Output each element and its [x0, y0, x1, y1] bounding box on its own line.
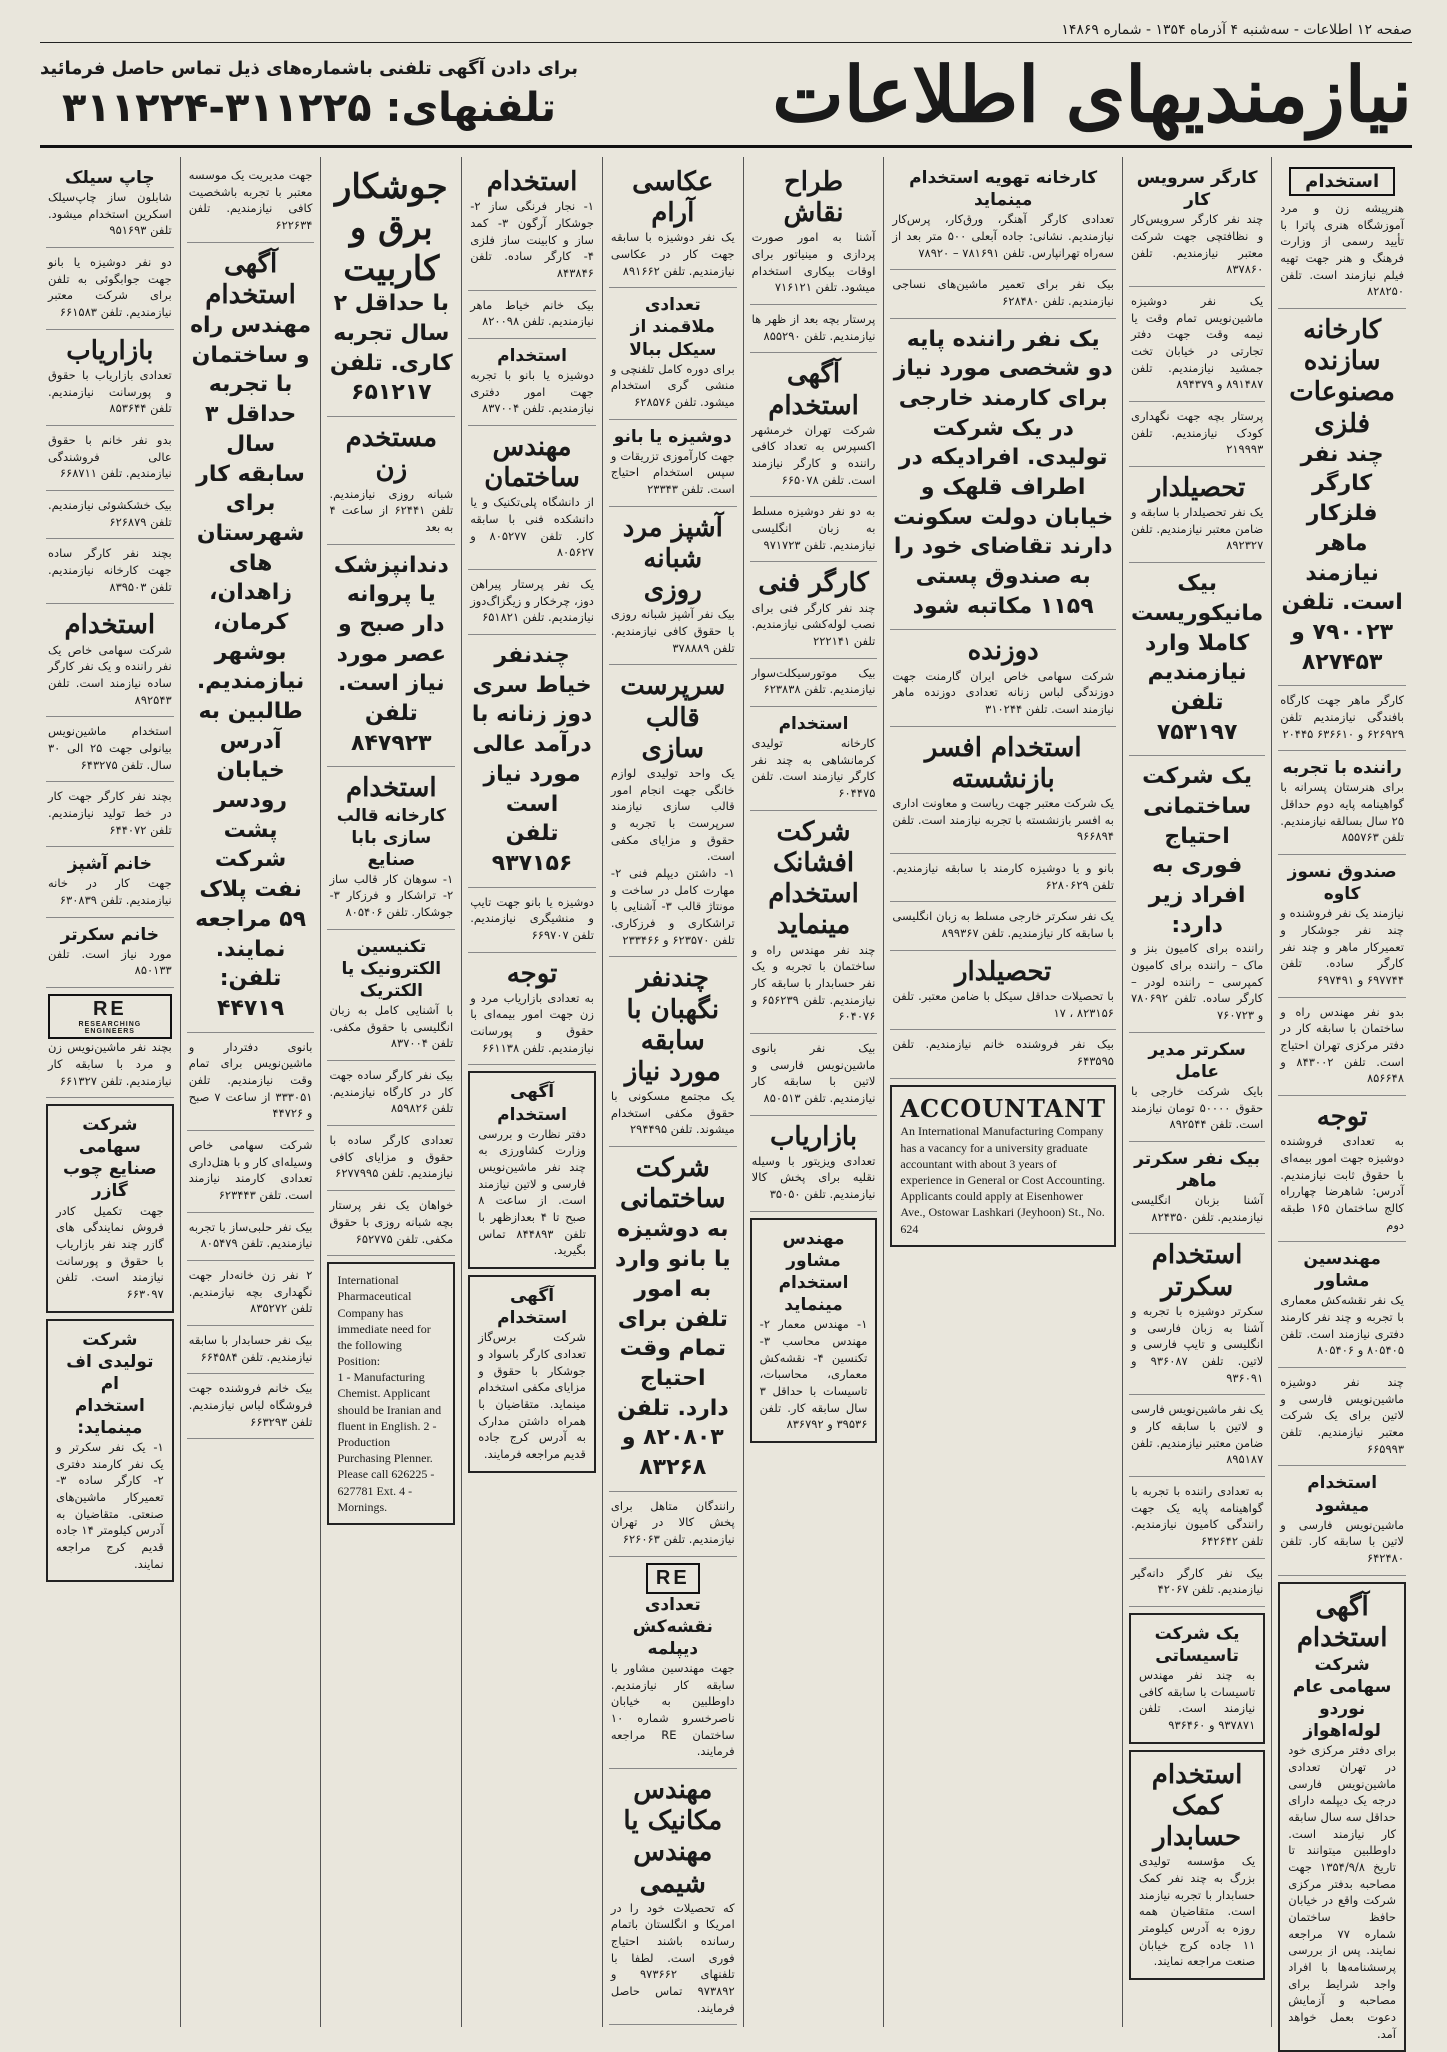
ad-title: آگهی استخدام [768, 359, 859, 421]
ad-text: یک نفر راننده پایه دو شخصی مورد نیاز برای کارمند خارجی در یک شرکت تولیدی. افرادیکه در اطراف قلهک و خیابان دولت سکونت دارند تقاضای خود را به صندوق پستی ۱۱۵۹ مکاتبه شود [893, 326, 1114, 619]
ad-text: ۱- داشتن دیپلم فنی ۲- مهارت کامل در ساخت و مونتاژ قالب ۳- آشنایی با تراشکاری و فرزکاری. تلفن ۶۲۳۵۷۰ و ۲۳۳۴۶۶ [610, 865, 735, 947]
ad-text: بچند نفر کارگر ساده جهت کارخانه نیازمندیم. تلفن ۸۳۹۵۰۳ [47, 546, 172, 594]
ad-text: بیک نفر برای تعمیر ماشین‌های نساجی نیازمندیم. تلفن ۶۲۸۴۸۰ [892, 277, 1114, 308]
ad-text: به تعدادی بازاریاب مرد و زن جهت امور بیمه‌ای با حقوق و پورسانت نیازمندیم. تلفن ۶۶۱۱۳۸ [470, 990, 594, 1055]
ad-text: بدو نفر خانم با حقوق عالی فروشندگی نیازمندیم. تلفن ۶۶۸۷۱۱ [47, 433, 172, 481]
masthead-phones: تلفنهای: ۳۱۱۲۲۵-۳۱۱۲۲۴ [61, 84, 556, 131]
ad-text: مهندس راه و ساختمان با تجربه حداقل ۳ سال سابقه کار برای شهرستان های زاهدان، کرمان، بوشهر نیازمندیم. طالبین به آدرس خیابان رودسر پشت شرکت نفت پلاک ۵۹ مراجعه نمایند. تلفن: [190, 313, 312, 992]
ad-text: هنرپیشه زن و مرد آموزشگاه هنری پاترا با تأیید رسمی از وزارت فرهنگ و هنر جهت تهیه فیلم نیازمند است. تلفن ۸۲۸۲۵۰ [1280, 201, 1404, 299]
ad-title: شرکت افشانک استخدام مینماید [768, 816, 859, 941]
ad-text: بیک خانم فروشنده جهت فروشگاه لباس نیازمندیم. تلفن ۶۶۳۲۹۳ [188, 1381, 313, 1429]
ad-text: یک نفر نقشه‌کش معماری با تجربه و چند نفر کارمند دفتری نیازمند است. تلفن ۸۰۵۴۰۵ و ۸۰۵۴۰۶ [1280, 1293, 1404, 1358]
ad-text: ماشین‌نویس فارسی و لاتین با سابقه کار. تلفن ۶۴۲۴۸۰ [1280, 1517, 1404, 1565]
ad-title: کارگر فنی [758, 568, 869, 599]
column-2 [1122, 157, 1271, 2027]
ad-title: جوشکار برق و کاربیت [335, 167, 448, 289]
ad-text: چند نفر کارگر سرویس‌کار و نظافتچی جهت شرکت معتبر نیازمندیم. تلفن ۸۳۷۸۶۰ [1130, 212, 1264, 277]
ad-title: تحصیلدار [1148, 472, 1246, 503]
ad-title: آگهی استخدام [1296, 1591, 1388, 1653]
ad-title: دوزنده [967, 636, 1039, 667]
ad-title: خانم سکرتر [60, 924, 160, 945]
ad-text: آشنا بزبان انگلیسی نیازمندیم. تلفن ۸۲۴۳۵۰ [1130, 1193, 1264, 1224]
ad-text: یک واحد تولیدی لوازم خانگی جهت انجام امور قالب سازی نیازمند سرپرست با تجربه و حقوق و مزایای مکفی است. [610, 765, 735, 864]
ad-text: شابلون ساز چاپ‌سیلک اسکرین استخدام میشود. تلفن ۹۵۱۶۹۳ [47, 190, 172, 238]
ad-title: استخدام سکرتر [1151, 1240, 1243, 1302]
ad-phone: تلفن ۷۵۳۱۹۷ [1156, 689, 1238, 745]
ad-text: چند نفر کارگر فنی برای نصب لوله‌کشی نیازمندیم. تلفن ۲۲۲۱۴۱ [751, 600, 876, 649]
page-info: صفحه ۱۲ اطلاعات - سه‌شنبه ۴ آذرماه ۱۳۵۴ - شماره ۱۴۸۶۹ [1061, 22, 1412, 38]
ad-title: کارخانه سازنده مصنوعات فلزی [1289, 315, 1395, 439]
boxed-ad [468, 1275, 596, 1473]
ad-subtitle: شرکت سهامی عام نوردو لوله‌اهواز [1292, 1655, 1392, 1742]
section-tag: استخدام [1289, 167, 1395, 196]
ad-title: مهندس مشاور استخدام مینماید [778, 1228, 849, 1316]
ad-text: ۱- یک نفر سکرتر و یک نفر کارمند دفتری ۲- کارگر ساده ۳- تعمیرکار ماشین‌های صنعتی. متقاضیان به آدرس کیلومتر ۱۴ جاده قدیم کرج مراجعه نمایند. [55, 1440, 164, 1571]
ad-text: بانوی دفتردار و ماشین‌نویس برای تمام وقت نیازمندیم. تلفن ۳۳۳۰۵۱ از ساعت ۷ صبح و ۴۴۷۲۶ [188, 1039, 313, 1121]
ad-text: آشنا به امور صورت پردازی و مینیاتور برای اوقات بیکاری استخدام میشود. تلفن ۷۱۶۱۲۱ [751, 230, 876, 295]
ad-text: بیک نفر فروشنده خانم نیازمندیم. تلفن ۶۴۳۵۹۵ [892, 1037, 1114, 1068]
ad-subtitle: کارخانه قالب سازی بابا صنایع [336, 805, 446, 870]
ad-text: یک شرکت معتبر جهت ریاست و معاونت اداری به افسر بازنشسته با تجربه نیازمند است. تلفن ۹۶۶۸۹۴ [892, 796, 1114, 844]
ad-title: توجه [506, 958, 558, 989]
ad-text: شرکت سهامی خاص وسیله‌ای کار و با هتل‌داری تعدادی کارمند نیازمند است. تلفن ۶۲۳۴۴۳ [188, 1137, 313, 1202]
english-ad-pharma [327, 1262, 455, 1525]
ad-text: با آشنایی کامل به زبان انگلیسی با حقوق مکفی. تلفن ۸۳۷۰۰۴ [329, 1003, 454, 1051]
ad-text: به دو نفر دوشیزه مسلط به زبان انگلیسی نیازمندیم. تلفن ۹۷۱۷۲۳ [751, 504, 876, 552]
ad-text: یک نفر سکرتر خارجی مسلط به زبان انگلیسی با سابقه کار نیازمندیم. تلفن ۸۹۹۳۶۷ [892, 909, 1114, 941]
ad-text: بایک شرکت خارجی با حقوق ۵۰۰۰۰ تومان نیازمند است. تلفن ۸۹۲۵۴۴ [1130, 1083, 1264, 1132]
ad-text: پرستار بچه بعد از ظهر ها نیازمندیم. تلفن ۸۵۵۲۹۰ [751, 312, 876, 343]
ad-title: چندنفر خیاط سری دوز زنانه با درآمد عالی مورد نیاز است [471, 643, 593, 817]
ad-title: استخدام [486, 167, 578, 197]
ad-text: جهت کار در خانه نیازمندیم. تلفن ۶۳۰۸۳۹ [47, 876, 172, 908]
ad-text: بچند نفر ماشین‌نویس زن و مرد با سابقه کار نیازمندیم. تلفن ۶۶۱۳۲۷ [47, 1040, 172, 1088]
page-info-line [40, 22, 1412, 43]
ad-text: مورد نیاز است. تلفن ۸۵۰۱۳۳ [47, 946, 172, 978]
ad-text: پرستار بچه جهت نگهداری کودک نیازمندیم. تلفن ۲۱۹۹۹۳ [1130, 408, 1264, 457]
ad-title: آگهی استخدام [497, 1082, 567, 1125]
ad-text: برای دفتر مرکزی خود در تهران تعدادی ماشین‌نویس فارسی درجه یک دیپلمه دارای حداقل سه سال سابقه کار نیازمند است. داوطلبین میتوانند تا تاریخ ۱۳۵۴/۹/۸ جهت مصاحبه بدفتر مرکزی شرکت واقع در خیابان حافظ ساختمان شماره ۷۷ مراجعه نمایند. پس از بررسی پرسشنامه‌ها با افراد واجد شرایط برای مصاحبه و آزمایش دعوت بعمل خواهد آمد. [1288, 1743, 1396, 2041]
ad-text: 1 - Manufacturing Chemist. Applicant should be Iranian and fluent in English. 2 - Production Purchasing Plenner. [337, 1370, 442, 1466]
ad-text: به تعدادی فروشنده دوشیزه جهت امور بیمه‌ای با حقوق ثابت نیازمندیم. آدرس: شاهرضا چهارراه کالج ساختمان ۱۶۵ طبقه دوم [1280, 1134, 1404, 1232]
ad-text: تعدادی بازاریاب با حقوق و پورسانت نیازمندیم. تلفن ۸۵۳۶۴۴ [47, 367, 172, 416]
ad-text: چند نفر دوشیزه ماشین‌نویس فارسی و لاتین برای یک شرکت معتبر نیازمندیم. تلفن ۶۶۵۹۹۳ [1280, 1375, 1404, 1456]
newspaper-page [40, 22, 1412, 2041]
ad-text: کارخانه تولیدی کرمانشاهی به چند نفر کارگر نیازمند است. تلفن ۶۰۴۴۷۵ [751, 736, 876, 801]
ad-title: شرکت تولیدی اف ام [66, 1329, 154, 1394]
boxed-ad [46, 1104, 174, 1312]
ad-text: نیازمند یک نفر فروشنده و چند نفر جوشکار و تعمیرکار ماهر و چند نفر کارگر ساده. تلفن ۶۹۷۷۴۴ و ۶۹۷۴۹۱ [1280, 906, 1404, 987]
ad-title: استخدام میشود [1307, 1473, 1378, 1516]
column-8 [180, 157, 321, 2027]
ad-title: شرکت سهامی صنایع چوب گازر [63, 1115, 157, 1202]
ad-title: بیک نفر سکرتر ماهر [1134, 1148, 1261, 1192]
ad-phone: ۶۵۱۲۱۷ [351, 380, 432, 406]
ad-text: شرکت سهامی خاص ایران گارمنت جهت دوزندگی لباس زنانه تعدادی دوزنده ماهر نیازمند است. تلفن ۳۱۰۲۴۴ [892, 668, 1114, 716]
ad-title: استخدام افسر بازنشسته [924, 732, 1082, 794]
boxed-ad [1129, 1613, 1265, 1744]
re-logo-ad [609, 1557, 737, 1769]
ad-text: ۱- نجار فرنگی ساز ۲- جوشکار آرگون ۳- کمد ساز و کابینت ساز فلزی ۴- کارگر ساده. تلفن ۸۴۳۸۴۶ [470, 199, 594, 280]
ad-title: عکاسی آرام [632, 167, 714, 229]
ad-title: شرکت ساختمانی [620, 1153, 726, 1215]
ad-text: دو نفر دوشیزه یا بانو جهت جوابگوئی به تلفن برای شرکت معتبر نیازمندیم. تلفن ۶۶۱۵۸۳ [47, 255, 172, 320]
ad-text: یک مؤسسه تولیدی بزرگ به چند نفر کمک حسابدار با تجربه نیازمند است. متقاضیان همه روزه به آدرس کیلومتر ۱۱ جاده کرج خیابان صنعت مراجعه نمایند. [1138, 1854, 1256, 1969]
ad-title: مستخدم زن [345, 423, 438, 485]
ad-phone: تلفن ۹۳۷۱۵۶ [491, 821, 573, 876]
boxed-ad [46, 1319, 174, 1583]
column-3 [883, 157, 1122, 2027]
masthead [40, 43, 1412, 148]
ad-title: تعدادی ملاقمند از سیکل ببالا [629, 295, 717, 360]
ad-title: بیک مانیکوریست کاملا وارد نیازمندیم [1130, 571, 1264, 686]
ad-text: برای هنرستان پسرانه با گواهینامه پایه دوم حداقل ۲۵ سال بسالقه نیازمندیم. تلفن ۸۵۵۷۶۳ [1280, 780, 1404, 845]
ad-title: راننده با تجربه [1282, 758, 1402, 779]
ad-title: استخدام [778, 714, 849, 735]
ad-title: استخدام [64, 610, 156, 641]
ad-text: تعدادی کارگر آهنگر، ورق‌کار، پرس‌کار نیازمندیم. نشانی: جاده آبعلی ۵۰۰ متر بعد از سه‌راه تهرانپارس. تلفن ۷۸۱۶۹۱ – ۷۸۹۲۰ [892, 212, 1114, 260]
ad-text: که تحصیلات خود را در امریکا و انگلستان باتمام رسانده باشند احتیاج فوری است. لطفا با تلفنهای ۹۷۳۶۶۲ و ۹۷۳۸۹۲ تماس حاصل فرمایند. [610, 1900, 735, 2015]
ad-text: بیک نفر کارگر دانه‌گیر نیازمندیم. تلفن ۴۲۰۶۷ [1130, 1565, 1264, 1597]
ad-text: برای دوره کامل تلفنچی و منشی گری استخدام میشود. تلفن ۶۲۸۵۷۶ [610, 361, 735, 410]
column-6 [461, 157, 602, 2027]
ad-text: رانندگان متاهل برای پخش کالا در تهران نیازمندیم. تلفن ۶۲۶۰۶۳ [610, 1498, 735, 1546]
ad-text: بدو نفر مهندس راه و ساختمان با سابقه کار در دفتر مرکزی تهران احتیاج است. تلفن ۸۴۳۰۰۲ و ۸۵۶۶۴۸ [1280, 1004, 1404, 1086]
ad-title: آگهی استخدام [205, 248, 296, 310]
ad-title: مهندسین مشاور [1303, 1249, 1381, 1292]
ad-text: دوشیزه یا بانو با تجربه جهت امور دفتری نیازمندیم. تلفن ۸۳۷۰۰۴ [470, 367, 594, 416]
column-5 [602, 157, 743, 2027]
ad-title: چاپ سیلک [65, 168, 155, 188]
ad-text: شبانه روزی نیازمندیم. تلفن ۶۲۴۴۱ از ساعت ۴ به بعد [329, 486, 454, 534]
ad-text: یک نفر پرستار پیراهن دوز، چرخکار و زیگزاگ‌دوز نیازمندیم. تلفن ۶۵۱۸۲۱ [470, 577, 594, 625]
ad-text: یک نفر دوشیزه با سابقه جهت کار در عکاسی نیازمندیم. تلفن ۸۹۱۶۶۲ [610, 230, 735, 278]
ad-text: به تعدادی راننده با تجربه با گواهینامه پایه یک جهت رانندگی کامیون نیازمندیم. تلفن ۶۴۲۶۴۲ [1130, 1483, 1264, 1548]
ad-title: تحصیلدار [954, 956, 1052, 987]
ad-text: ۲ نفر زن خانه‌دار جهت نگهداری بچه نیازمندیم. تلفن ۸۳۵۲۷۲ [188, 1267, 313, 1316]
ad-text: بیک نفر حسابدار با سابقه نیازمندیم. تلفن ۶۶۴۵۸۴ [188, 1332, 313, 1364]
re-logo: RE [646, 1563, 700, 1594]
ad-title: بازاریاب [66, 335, 154, 366]
ad-text: جهت مهندسین مشاور با سابقه کار نیازمندیم. داوطلبین به خیابان ناصرخسرو شماره ۱۰ ساختمان RE مراجعه فرمایند. [610, 1660, 735, 1759]
re-logo-sub: RESEARCHING ENGINEERS [78, 1021, 142, 1036]
ad-text: شرکت سهامی خاص یک نفر راننده و یک نفر کارگر ساده نیازمند است. تلفن ۸۹۲۵۴۳ [47, 642, 172, 707]
ad-title: بازاریاب [769, 1121, 858, 1152]
ad-title: سرپرست قالب سازی [620, 671, 726, 764]
ad-text: بیک موتورسیکلت‌سوار نیازمندیم. تلفن ۶۲۳۸۳۸ [751, 665, 876, 697]
re-logo [48, 994, 172, 1039]
ad-title: ACCOUNTANT [900, 1093, 1106, 1123]
ad-title: یک شرکت تاسیساتی [1154, 1623, 1240, 1667]
ad-text: با تحصیلات حداقل سیکل با ضامن معتبر. تلفن ۸۲۳۱۵۶ ، ۱۷ [892, 988, 1114, 1020]
newspaper-title: نیازمندیهای اطلاعات [772, 49, 1412, 139]
ad-title: تعدادی نقشه‌کش دیپلمه [632, 1594, 713, 1659]
column-4 [743, 157, 884, 2027]
ad-title: طراح نقاش [783, 167, 844, 229]
ad-text: ۱- مهندس معمار ۲- مهندس محاسب ۳- تکنسین ۴- نقشه‌کش معماری، محاسبات، تاسیسات با حداقل ۳ سال سابقه کار. تلفن ۳۹۵۳۶ و ۸۳۶۷۹۲ [759, 1317, 868, 1432]
ad-title: سکرتر مدیر عامل [1148, 1039, 1246, 1082]
ad-subtitle: استخدام مینماید: [74, 1395, 145, 1438]
ad-title: صندوق نسوز کاوه [1287, 862, 1397, 905]
ad-text: به دوشیزه یا بانو وارد به امور تلفن برای تمام وقت احتیاج دارد. تلفن ۸۲۰۸۰۳ و ۸۳۲۶۸ [614, 1217, 731, 1480]
ad-title: یک شرکت ساختمانی احتیاج فوری به افراد زیر دارد: [1142, 764, 1253, 938]
ad-title: استخدام کمک حسابدار [1151, 1759, 1243, 1853]
ad-title: استخدام [346, 773, 437, 804]
ad-text: بیک نفر حلبی‌ساز با تجربه نیازمندیم. تلفن ۸۰۵۴۷۹ [188, 1219, 313, 1251]
ad-text: بانو و یا دوشیزه کارمند با سابقه نیازمندیم. تلفن ۶۲۸۰۶۲۹ [892, 861, 1114, 892]
boxed-ad [1129, 1750, 1265, 1980]
ad-title: استخدام [497, 345, 567, 366]
ad-title: مهندس مکانیک یا مهندس شیمی [623, 1774, 723, 1899]
ad-title: آشپز مرد شبانه روزی [622, 512, 723, 606]
ad-title: تکنیسین الکترونیک یا الکتریک [341, 936, 442, 1002]
ad-text: بیک نفر آشپز شبانه روزی با حقوق کافی نیازمندیم. تلفن ۳۷۸۸۸۹ [610, 607, 735, 655]
ad-text: جهت تکمیل کادر فروش نمایندگی های گازر چند نفر بازاریاب با حقوق و پورسانت نیازمند است. تلفن ۶۶۳۰۹۷ [55, 1203, 164, 1301]
boxed-ad [468, 1071, 596, 1269]
ad-title: کارگر سرویس کار [1136, 168, 1258, 211]
ad-columns [40, 157, 1412, 2041]
ad-text: بیک نفر بانوی ماشین‌نویس فارسی و لاتین با سابقه کار نیازمندیم. تلفن ۸۵۰۵۱۳ [751, 1040, 876, 1105]
ad-text: یک نفر ماشین‌نویس فارسی و لاتین با سابقه کار و ضامن معتبر نیازمندیم. تلفن ۸۹۵۱۸۷ [1130, 1402, 1264, 1467]
ad-text: An International Manufacturing Company has a vacancy for a university graduate accountant with about 3 years of experience in General or Cost Accounting. Applicants could apply at Eisenhower Ave., Ostowar Lashkari (Jeyhoon) St., No. 624 [900, 1124, 1105, 1236]
re-logo-text: RE [92, 998, 127, 1021]
ad-text: ۱- سوهان کار قالب ساز ۲- تراشکار و فرزکار ۳- جوشکار. تلفن ۸۰۵۴۰۶ [329, 871, 454, 920]
re-logo-ad [46, 988, 174, 1098]
ad-text: چند نفر کارگر فلزکار ماهر نیازمند است. تلفن ۷۹۰۰۲۳ و ۸۲۷۴۵۳ [1281, 441, 1403, 675]
ad-text: راننده برای کامیون بنز و ماک – راننده برای کامیون کمپرسی – راننده لودر – کارگر ساده. تلفن ۷۸۰۶۹۲ و ۷۶۰۷۲۳ [1130, 941, 1264, 1023]
ad-title: آگهی استخدام [497, 1286, 567, 1329]
ad-text: یک نفر دوشیزه ماشین‌نویس تمام وقت یا نیمه وقت جهت دفتر تجارتی در خیابان تخت جمشید نیازمندیم. تلفن ۸۹۱۴۸۷ و ۸۹۴۳۷۹ [1130, 293, 1264, 392]
ad-text: دفتر نظارت و بررسی وزارت کشاورزی به چند نفر ماشین‌نویس فارسی و لاتین نیازمند است. از ساعت ۸ صبح تا ۴ بعدازظهر با تلفن ۸۴۴۸۹۳ تماس بگیرید. [478, 1126, 586, 1258]
ad-text: شرکت تهران خرمشهر اکسپرس به تعداد کافی راننده و کارگر نیازمند است. تلفن ۶۶۵۰۷۸ [751, 422, 876, 487]
english-ad-accountant [890, 1085, 1116, 1247]
masthead-contact [40, 58, 578, 131]
column-9 [40, 157, 180, 2027]
ad-text: International Pharmaceutical Company has immediate need for the following Position: [337, 1273, 431, 1369]
ad-title: دوشیزه یا بانو [613, 426, 732, 447]
ad-title: خانم آشپز [67, 854, 153, 875]
ad-text: جهت کارآموزی تزریقات و سپس استخدام احتیاج است. تلفن ۲۳۳۴۳ [610, 448, 735, 497]
ad-text: به چند نفر مهندس تاسیسات با سابقه کافی نیازمند است. تلفن ۹۳۷۸۷۱ و ۹۳۶۴۶۰ [1138, 1668, 1256, 1733]
ad-text: بیک خانم خیاط ماهر نیازمندیم. تلفن ۸۲۰۰۹۸ [470, 297, 594, 329]
masthead-note: برای دادن آگهی تلفنی باشماره‌های ذیل تماس حاصل فرمائید [40, 57, 578, 79]
ad-text: Please call 626225 - 627781 Ext. 4 - Mornings. [337, 1467, 435, 1514]
boxed-ad [750, 1218, 878, 1443]
ad-text: چند نفر مهندس راه و ساختمان با تجربه و یک نفر حسابدار با سابقه کار نیازمندیم. تلفن ۶۵۶۲۳۹ و ۶۰۴۰۷۶ [751, 942, 876, 1024]
ad-text: بیک خشکشوئی نیازمندیم. تلفن ۶۲۶۸۷۹ [47, 498, 172, 529]
ad-text: بیک نفر کارگر ساده جهت کار در کارگاه نیازمندیم. تلفن ۸۵۹۸۲۶ [329, 1068, 454, 1116]
ad-text: استخدام ماشین‌نویس بیانولی جهت ۲۵ الی ۳۰ سال. تلفن ۶۴۳۲۷۵ [47, 724, 172, 772]
ad-text: یک نفر تحصیلدار با سابقه و ضامن معتبر نیازمندیم. تلفن ۸۹۲۳۲۷ [1130, 505, 1264, 553]
ad-text: با حداقل ۲ سال تجربه کاری. تلفن [329, 291, 453, 376]
ad-text: خواهان یک نفر پرستار بچه شبانه روزی با حقوق مکفی. تلفن ۶۵۲۷۷۵ [329, 1198, 454, 1246]
ad-text: بچند نفر کارگر جهت کار در خط تولید نیازمندیم. تلفن ۶۴۴۰۷۲ [47, 789, 172, 837]
ad-phone: ۴۴۷۱۹ [217, 995, 285, 1021]
ad-text: دندانپزشک یا پروانه دار صبح و عصر مورد نیاز است. تلفن ۸۴۷۹۲۳ [333, 552, 449, 756]
ad-title: کارخانه تهویه استخدام مینماید [909, 168, 1098, 211]
ad-text: تعدادی ویزیتور با وسیله نقلیه برای پخش کالا نیازمندیم. تلفن ۳۵۰۵۰ [751, 1153, 876, 1202]
ad-title: چندنفر نگهبان با سابقه مورد نیاز [624, 963, 721, 1087]
column-1 [1271, 157, 1412, 2041]
ad-text: سکرتر دوشیزه با تجربه و آشنا به زبان فارسی و انگلیسی و تایپ فارسی و لاتین. تلفن ۹۳۶۰۸۷ و ۹۳۶۰۹۱ [1130, 1303, 1264, 1385]
ad-text: دوشیزه یا بانو جهت تایپ و منشیگری نیازمندیم. تلفن ۶۶۹۷۰۷ [470, 894, 594, 942]
ad-text: تعدادی کارگر ساده با حقوق و مزایای کافی نیازمندیم. تلفن ۶۲۷۷۹۹۵ [329, 1133, 454, 1181]
column-7 [320, 157, 461, 2027]
ad-title: مهندس ساختمان [484, 432, 580, 494]
ad-text: شرکت برس‌گاز تعدادی کارگر باسواد و جوشکار با حقوق و مزایای مکفی استخدام مینماید. متقاضیان با همراه داشتن مدارک به آدرس کرج جاده قدیم مراجعه فرمایند. [478, 1330, 586, 1461]
ad-text: یک مجتمع مسکونی با حقوق مکفی استخدام میشوند. تلفن ۲۹۴۴۹۵ [610, 1089, 735, 1137]
boxed-ad [1278, 1582, 1406, 2052]
ad-text: جهت مدیریت یک موسسه معتبر با تجربه باشخصیت کافی نیازمندیم. تلفن ۶۲۲۶۳۴ [188, 168, 313, 233]
ad-title: توجه [1316, 1101, 1368, 1132]
ad-text: کارگر ماهر جهت کارگاه بافندگی نیازمندیم تلفن ۶۲۶۹۲۹ و ۶۳۶۶۱۰ ۲۰۴۴۵ [1280, 693, 1404, 741]
ad-text: از دانشگاه پلی‌تکنیک و یا دانشکده فنی با سابقه کار. تلفن ۸۰۵۲۷۷ و ۸۰۵۶۲۷ [470, 495, 594, 560]
